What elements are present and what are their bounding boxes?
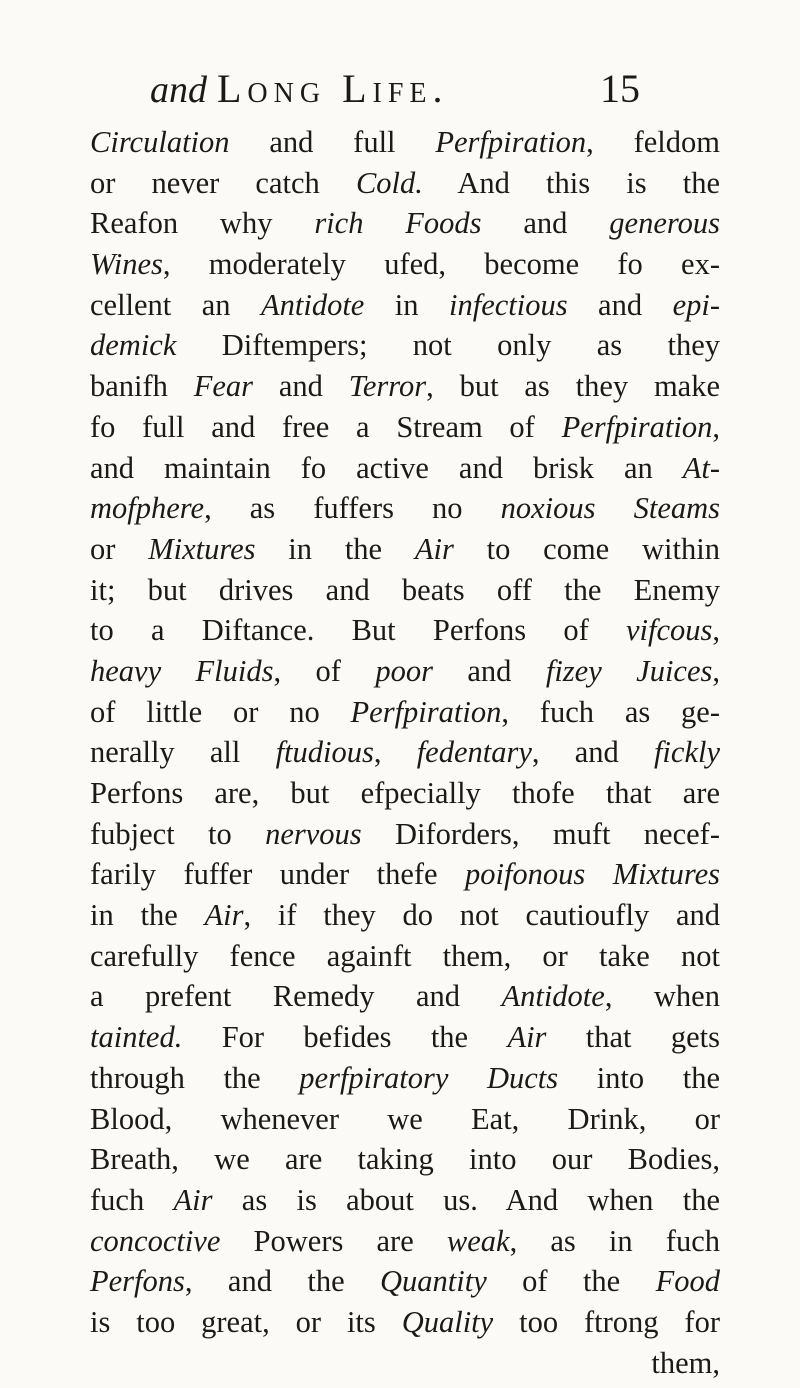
text-segment: , <box>373 735 417 770</box>
italic-text: Perfons <box>90 1264 185 1299</box>
text-line <box>90 1058 720 1099</box>
text-segment: of the <box>486 1264 656 1299</box>
text-line <box>90 1261 720 1302</box>
italic-text: demick <box>90 328 177 363</box>
text-line <box>90 692 720 733</box>
text-segment: , of <box>273 653 376 688</box>
text-segment: is too great, or its <box>90 1304 402 1339</box>
text-line <box>90 814 720 855</box>
italic-text: infectious <box>449 287 568 322</box>
italic-text: Perfpiration <box>350 694 502 729</box>
text-segment: carefully fence againft them, or take not <box>90 938 720 973</box>
text-segment: nerally all <box>90 735 276 770</box>
italic-text: Air <box>507 1020 547 1055</box>
italic-text: rich Foods <box>314 206 482 241</box>
text-line <box>90 285 720 326</box>
text-segment: and <box>432 653 546 688</box>
text-segment: farily fuffer under thefe <box>90 857 465 892</box>
page-number: 15 <box>600 66 640 111</box>
italic-text: tainted. <box>90 1020 183 1055</box>
text-segment: , <box>712 653 720 688</box>
text-line <box>90 448 720 489</box>
text-segment: Diforders, muft necef- <box>361 816 720 851</box>
italic-text: Cold. <box>355 165 423 200</box>
text-segment: Reafon why <box>90 206 315 241</box>
italic-text: Air <box>204 898 244 933</box>
text-segment: in the <box>90 898 205 933</box>
italic-text: fickly <box>653 735 720 770</box>
text-segment: , moderately ufed, become fo ex- <box>162 247 720 282</box>
italic-text: poifonous Mixtures <box>464 857 721 892</box>
running-head <box>150 64 670 114</box>
italic-text: Circulation <box>90 125 230 159</box>
text-segment: , and the <box>184 1264 380 1299</box>
text-line <box>90 936 720 977</box>
text-segment: and <box>253 369 349 404</box>
italic-text: Quality <box>401 1304 494 1339</box>
text-segment: , feldom <box>586 125 720 159</box>
text-segment: in the <box>255 531 415 566</box>
text-line <box>90 651 720 692</box>
text-segment: , as fuffers no <box>204 491 501 526</box>
text-line <box>90 325 720 366</box>
text-segment: , fuch as ge- <box>501 694 720 729</box>
text-segment: and <box>567 287 673 322</box>
text-line <box>90 203 720 244</box>
text-segment: For befides the <box>182 1020 508 1055</box>
italic-text: noxious Steams <box>500 491 721 526</box>
text-segment: Diftempers; not only as they <box>176 328 720 363</box>
text-segment: and <box>481 206 610 241</box>
text-segment: too ftrong for <box>493 1304 720 1339</box>
text-line <box>90 570 720 611</box>
italic-text: Perfpiration <box>435 125 587 159</box>
italic-text: mofphere <box>90 491 205 526</box>
text-segment: of little or no <box>90 694 351 729</box>
text-line <box>90 1017 720 1058</box>
text-segment: cellent an <box>90 287 261 322</box>
text-segment: And this is the <box>422 165 721 200</box>
text-segment: a prefent Remedy and <box>90 979 502 1014</box>
running-head-title: Long Life. <box>217 66 449 111</box>
text-segment: and full <box>229 125 436 159</box>
italic-text: Air <box>173 1182 213 1217</box>
text-segment: , if they do not cautioufly and <box>243 898 720 933</box>
italic-text: perfpiratory Ducts <box>299 1060 559 1095</box>
text-line <box>90 366 720 407</box>
text-line <box>90 1099 720 1140</box>
text-segment: Blood, whenever we Eat, Drink, or <box>90 1101 720 1136</box>
text-line <box>90 244 720 285</box>
text-segment: Breath, we are taking into our Bodies, <box>90 1142 720 1177</box>
italic-text: fizey Juices <box>545 653 713 688</box>
text-line <box>90 1139 720 1180</box>
text-segment: , <box>712 409 720 444</box>
text-segment: to a Diftance. But Perfons of <box>90 613 626 648</box>
italic-text: Air <box>414 531 454 566</box>
text-line <box>90 407 720 448</box>
italic-text: poor <box>375 653 433 688</box>
text-segment: or <box>90 531 149 566</box>
italic-text: epi- <box>672 287 720 322</box>
body-text <box>90 122 720 1383</box>
text-line <box>90 1180 720 1221</box>
text-line <box>90 122 720 163</box>
text-segment: , but as they make <box>426 369 720 404</box>
text-line <box>90 1221 720 1262</box>
text-line <box>90 610 720 651</box>
text-line <box>90 854 720 895</box>
italic-text: Terror <box>348 369 427 404</box>
text-segment: into the <box>558 1060 720 1095</box>
text-line <box>90 1343 720 1384</box>
text-line <box>90 529 720 570</box>
text-segment: or never catch <box>90 165 356 200</box>
text-segment: , as in fuch <box>509 1223 720 1258</box>
italic-text: generous <box>609 206 720 241</box>
text-segment: in <box>364 287 449 322</box>
text-segment: , and <box>531 735 654 770</box>
text-segment: that gets <box>546 1020 720 1055</box>
text-segment: it; but drives and beats off the Enemy <box>90 572 720 607</box>
italic-text: vifcous <box>625 613 713 648</box>
text-line <box>90 163 720 204</box>
text-segment: fuch <box>90 1182 174 1217</box>
text-segment: Perfons are, but efpecially thofe that are <box>90 776 720 810</box>
text-segment: banifh <box>90 369 194 404</box>
italic-text: concoctive <box>90 1223 221 1258</box>
text-segment: them, <box>651 1345 720 1380</box>
text-line <box>90 976 720 1017</box>
text-line <box>90 488 720 529</box>
text-line <box>90 732 720 773</box>
italic-text: Wines <box>90 247 163 282</box>
text-segment: , <box>712 613 720 648</box>
text-line <box>90 773 720 814</box>
running-head-italic: and <box>150 69 207 111</box>
italic-text: nervous <box>265 816 362 851</box>
italic-text: fedentary <box>416 735 532 770</box>
italic-text: Mixtures <box>148 531 256 566</box>
italic-text: Antidote <box>261 287 365 322</box>
italic-text: weak <box>446 1223 510 1258</box>
italic-text: Fear <box>193 369 254 404</box>
text-segment: to come within <box>453 531 720 566</box>
text-segment: through the <box>90 1060 300 1095</box>
italic-text: heavy Fluids <box>90 653 274 688</box>
italic-text: Quantity <box>380 1264 487 1299</box>
text-segment: fo full and free a Stream of <box>90 409 562 444</box>
text-line <box>90 895 720 936</box>
italic-text: Antidote <box>501 979 605 1014</box>
text-segment: and maintain fo active and brisk an <box>90 450 683 485</box>
italic-text: ftudious <box>275 735 374 770</box>
text-segment: as is about us. And when the <box>212 1182 720 1217</box>
italic-text: Perfpiration <box>561 409 713 444</box>
text-line <box>90 1302 720 1343</box>
text-segment: , when <box>604 979 720 1014</box>
text-segment: Powers are <box>220 1223 447 1258</box>
text-segment: fubject to <box>90 816 266 851</box>
italic-text: Food <box>655 1264 720 1299</box>
italic-text: At- <box>682 450 720 485</box>
